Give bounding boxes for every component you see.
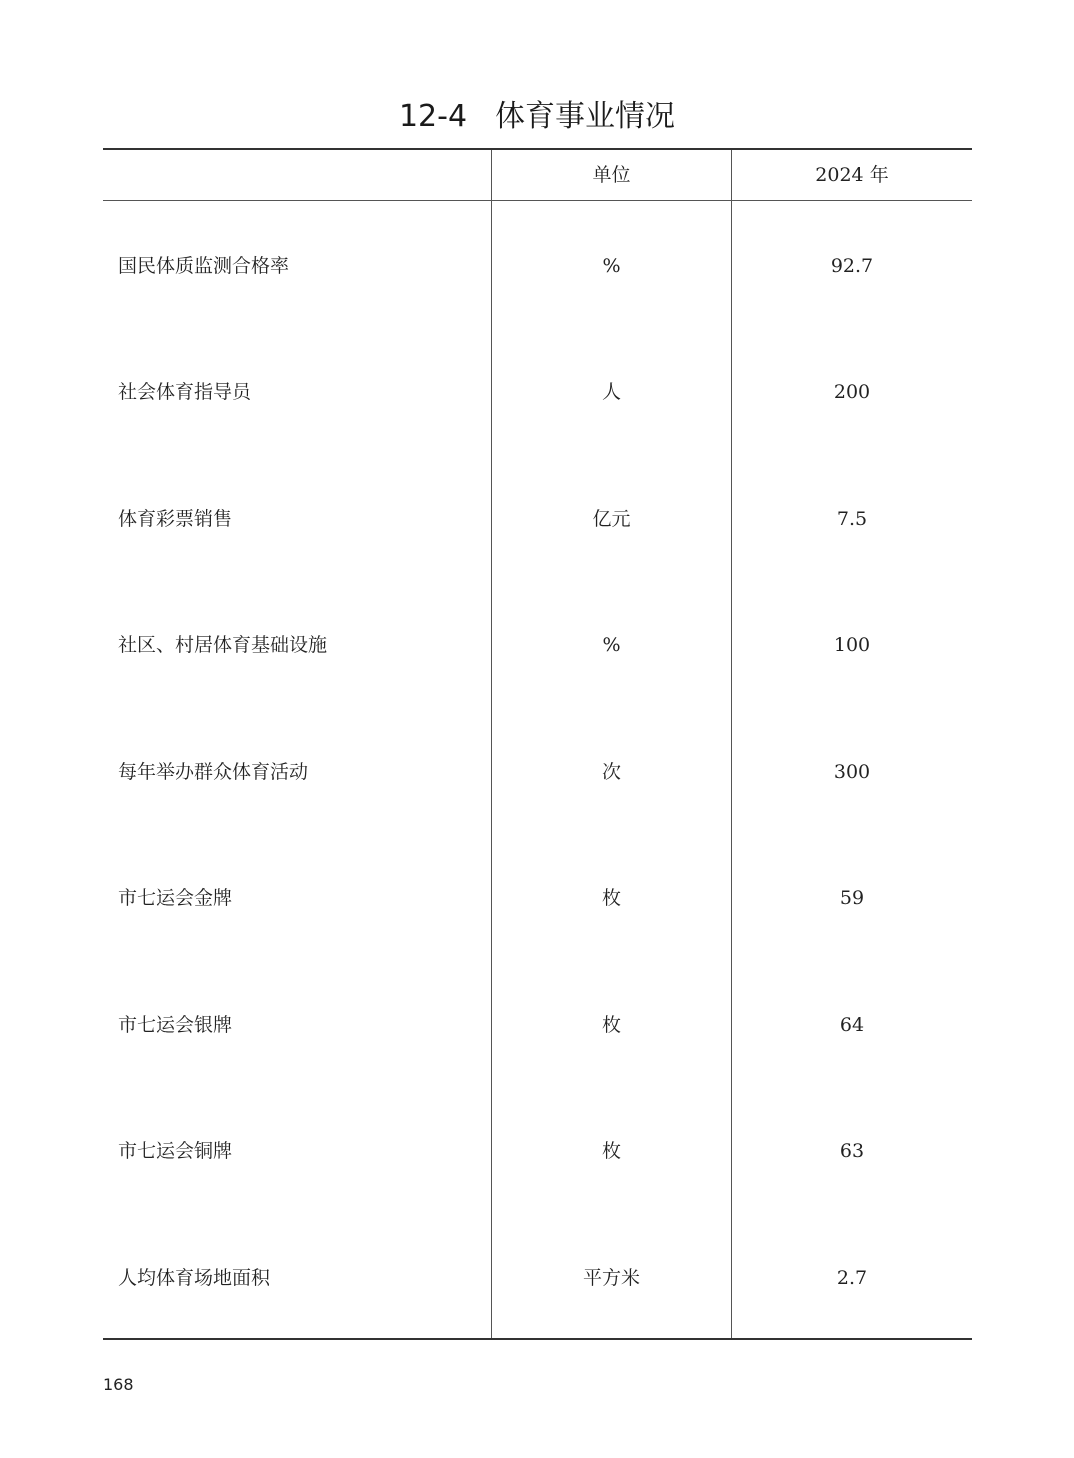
row-indicator: 国民体质监测合格率: [118, 255, 290, 277]
row-unit: 次: [601, 761, 621, 783]
table-row: [103, 1266, 972, 1392]
table-row: [103, 507, 972, 633]
row-indicator: 体育彩票销售: [118, 508, 233, 530]
row-value: 92.7: [830, 255, 874, 277]
row-value: 200: [833, 381, 871, 403]
row-indicator: 人均体育场地面积: [118, 1267, 271, 1289]
page-title: [0, 94, 1074, 140]
row-value: 2.7: [836, 1267, 868, 1289]
table-title: 体育事业情况: [495, 99, 676, 134]
row-unit: 平方米: [582, 1267, 640, 1289]
row-indicator: 社会体育指导员: [118, 381, 252, 403]
row-unit: 枚: [601, 887, 621, 909]
row-value: 7.5: [836, 508, 868, 530]
table-row: [103, 1139, 972, 1265]
row-indicator: 市七运会金牌: [118, 887, 233, 909]
table-row: [103, 760, 972, 886]
row-unit: 枚: [601, 1140, 621, 1162]
row-value: 100: [833, 634, 871, 656]
row-unit: 枚: [601, 1014, 621, 1036]
row-value: 64: [839, 1014, 865, 1036]
row-value: 59: [839, 887, 865, 909]
header-unit: 单位: [592, 164, 631, 186]
table-row: [103, 1013, 972, 1139]
row-indicator: 社区、村居体育基础设施: [118, 634, 328, 656]
row-unit: %: [602, 255, 621, 277]
table-row: [103, 380, 972, 506]
page-number: 168: [103, 1375, 134, 1394]
row-indicator: 市七运会银牌: [118, 1014, 233, 1036]
row-value: 300: [833, 761, 871, 783]
row-value: 63: [839, 1140, 865, 1162]
row-unit: %: [602, 634, 621, 656]
row-unit: 亿元: [592, 508, 631, 530]
row-indicator: 每年举办群众体育活动: [118, 761, 309, 783]
sports-statistics-table: [103, 148, 972, 1340]
row-unit: 人: [601, 381, 621, 403]
table-number: 12-4: [398, 99, 468, 134]
table-header-row: [103, 150, 972, 201]
table-row: [103, 633, 972, 759]
table-row: [103, 254, 972, 380]
row-indicator: 市七运会铜牌: [118, 1140, 233, 1162]
table-row: [103, 886, 972, 1012]
header-year: 2024 年: [815, 164, 889, 186]
